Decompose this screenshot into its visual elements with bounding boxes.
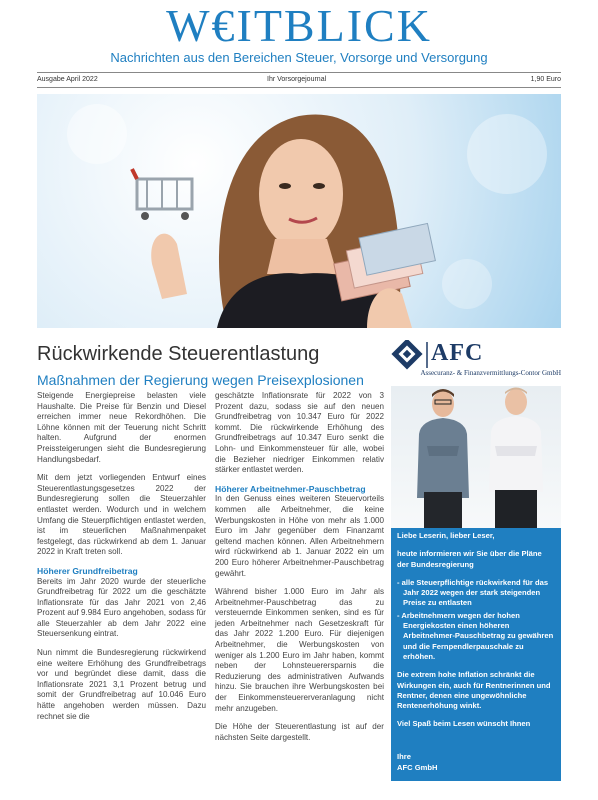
issue-bar — [37, 72, 561, 88]
brand-title: W€ITBLICK — [166, 0, 432, 51]
letter-greeting: Liebe Leserin, lieber Leser, — [397, 531, 495, 540]
letter-bullet-list — [397, 578, 555, 662]
article-column-2 — [215, 391, 384, 751]
article-subheadline: Maßnahmen der Regierung wegen Preisexplosionen — [37, 372, 364, 388]
letter-inflation-note: Die extrem hohe Inflation schränkt die Wirkungen ein, auch für Rentnerinnen und Rentner, denen eine ungewöhnliche Rentenerhöhung winkt. — [397, 670, 551, 711]
team-photo — [391, 386, 561, 528]
hero-image — [37, 94, 561, 328]
issue-date: Ausgabe April 2022 — [37, 76, 98, 83]
col2-paragraph-2: In den Genuss eines weiteren Steuervorteils kommen alle Arbeitnehmer, die keine Werbungskosten in Höhe von mehr als 1.000 Euro im Jahr gegenüber dem Finanzamt geltend machen können. Allen Arbeitnehmern wird rückwirkend ab 1. Januar 2022 ein um 200 Euro höherer Arbeitnehmer-Pauschbetrag gewährt. — [215, 494, 384, 578]
journal-name: Ihr Vorsorgejournal — [267, 76, 327, 83]
col1-paragraph-4: Nun nimmt die Bundesregierung rückwirkend eine weitere Erhöhung des Grundfreibetrags vor und begründet diese damit, dass die Inflationsrate 2021 3,1 Prozent betrug und somit der Grundfreibetrag auf 10.046 Euro hätte angehoben werden müssen. Dazu rechnet sie die — [37, 648, 206, 721]
tagline: Nachrichten aus den Bereichen Steuer, Vorsorge und Versorgung — [110, 50, 488, 65]
signoff-line-1: Ihre — [397, 752, 411, 762]
masthead — [0, 0, 598, 70]
article-headline: Rückwirkende Steuerentlastung — [37, 343, 320, 365]
col1-paragraph-1: Steigende Energiepreise belasten viele Haushalte. Die Preise für Benzin und Diesel erreichen immer neue Rekordhöhen. Die Löhne können mit der Teuerung nicht Schritt halten. Aufgrund der enormen Preissteigerungen sieht die Bundesregierung Handlungsbedarf. — [37, 391, 206, 464]
letter-signoff — [397, 752, 438, 773]
letter-bullet: - alle Steuerpflichtige rückwirkend für das Jahr 2022 wegen der stark steigenden Preise zu entlasten — [397, 577, 549, 608]
signoff-line-2: AFC GmbH — [397, 762, 438, 772]
col2-subheading: Höherer Arbeitnehmer-Pauschbetrag — [215, 483, 366, 494]
hero-illustration — [37, 94, 561, 328]
afc-logo — [391, 340, 561, 380]
col2-paragraph-1: geschätzte Inflationsrate für 2022 von 3 Prozent dazu, sodass sie auf den neuen Grundfreibetrag von 10.347 Euro für 2022 kommt. Die rückwirkende Erhöhung des Grundfreibetrags auf 10.347 Euro senkt die Lohn- und Einkommensteuer für alle, wobei die Bezieher niedriger Einkommen relativ stärker entlastet werden. — [215, 391, 384, 475]
col1-paragraph-2: Mit dem jetzt vorliegenden Entwurf eines Steuerentlastungsgesetzes 2022 der Bundesregierung sollen die Steuerzahler entlastet werden. Wodurch und in welchem Umfang die Steuerpflichtigen entlastet werden, ist im steuerlichen Maßnahmenpaket festgelegt, das rückwirkend ab dem 1. Januar 2022 in Kraft treten soll. — [37, 473, 206, 557]
team-photo-illustration — [391, 386, 561, 528]
price: 1,90 Euro — [530, 76, 561, 83]
col2-paragraph-4: Die Höhe der Steuerentlastung ist auf der nächsten Seite dargestellt. — [215, 722, 384, 742]
letter-closing: Viel Spaß beim Lesen wünscht Ihnen — [397, 719, 531, 729]
editor-letter — [391, 528, 561, 781]
article-column-1 — [37, 391, 206, 730]
afc-logo-subtitle: Assecuranz- & Finanzvermittlungs-Contor GmbH — [420, 369, 561, 377]
col1-subheading: Höherer Grundfreibetrag — [37, 565, 138, 576]
col2-paragraph-3: Während bisher 1.000 Euro im Jahr als Arbeitnehmer-Pauschbetrag das zu versteuernde Einkommen senken, sind es für jeden Arbeitnehmer nach Gesetzeskraft für das Jahr 2022 1.200 Euro. Für diejenigen Arbeitnehmer, die Werbungskosten von weniger als 1.200 Euro im Jahr haben, kommt neben der Lohnsteuerersparnis die Reduzierung des administrativen Aufwands hinzu. Sie brauchen ihre Werbungskosten bei der Einkommensteuererveranlagung nicht mehr anzugeben. — [215, 587, 384, 713]
letter-intro: heute informieren wir Sie über die Pläne der Bundesregierung — [397, 549, 542, 569]
col1-paragraph-3: Bereits im Jahr 2020 wurde der steuerliche Grundfreibetrag für 2022 um die geschätzte Inflationsrate für das Jahr 2021 von 2,46 Prozent auf 9.984 Euro angehoben, sodass für alle Steuerzahler ab dem Jahr 2022 eine Steuersenkung eintrat. — [37, 576, 206, 639]
afc-logo-text: AFC — [431, 340, 484, 366]
letter-bullet: - Arbeitnehmern wegen der hohen Energiekosten einen höheren Arbeitnehmer-Pauschbetrag zu gewähren und die Fernpendlerpauschale zu erhöhen. — [397, 610, 554, 661]
